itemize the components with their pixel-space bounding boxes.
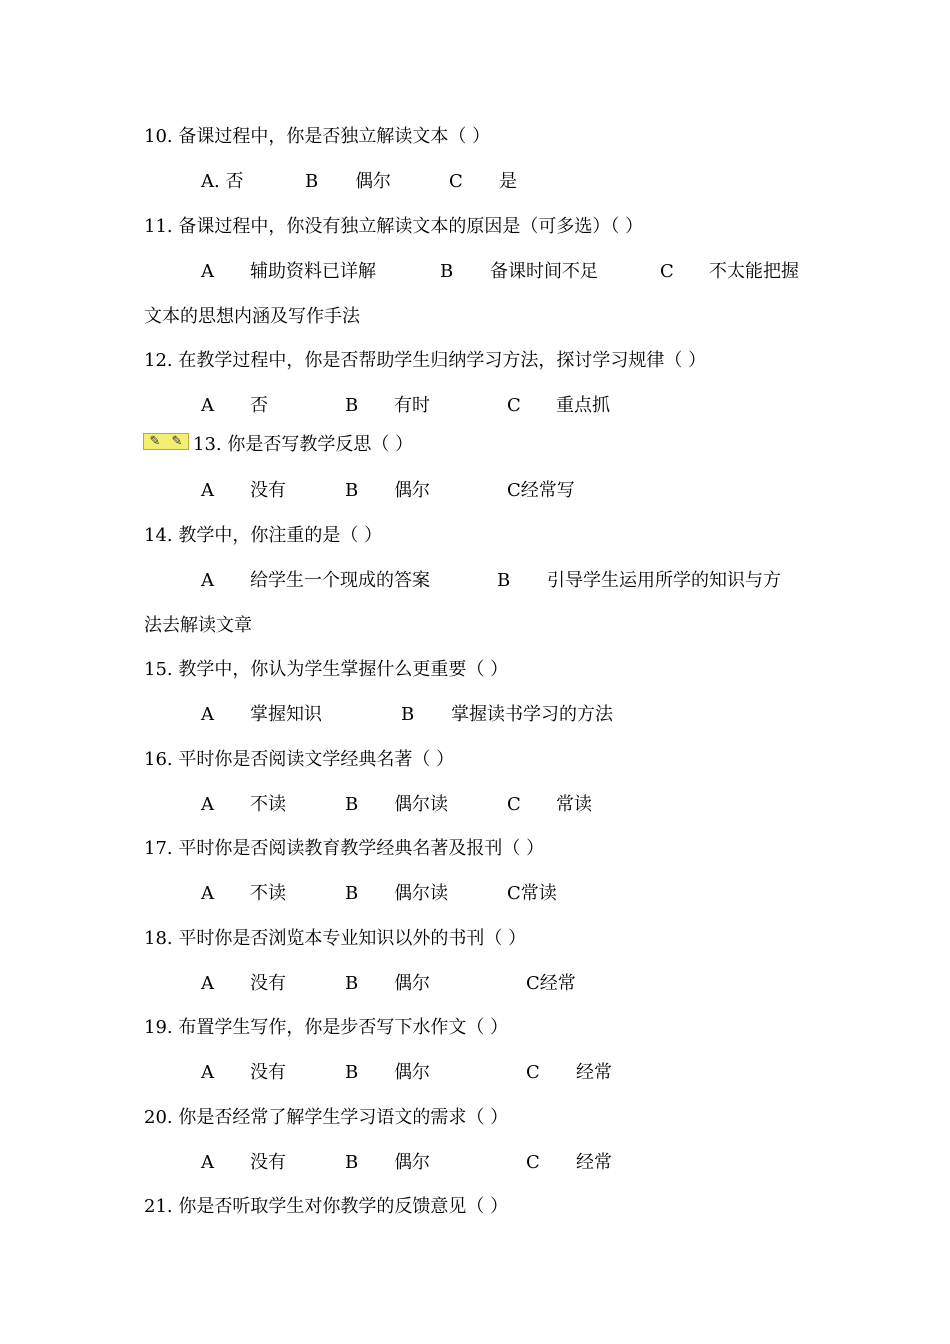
q18-option-b-letter: B xyxy=(345,973,359,994)
q10-option-c: 是 xyxy=(499,171,517,192)
question-11: 11. 备课过程中，你没有独立解读文本的原因是（可多选）（ ） xyxy=(144,216,644,237)
q19-option-c-letter: C xyxy=(526,1062,540,1083)
edit-icon: ✎ xyxy=(171,434,183,449)
q20-option-b: 偶尔 xyxy=(394,1152,430,1173)
q19-option-c: 经常 xyxy=(576,1062,612,1083)
q15-option-a-letter: A xyxy=(201,704,214,725)
q19-option-a: 没有 xyxy=(250,1062,286,1083)
q16-option-c-letter: C xyxy=(507,794,521,815)
q18-option-b: 偶尔 xyxy=(394,973,430,994)
q14-option-a: 给学生一个现成的答案 xyxy=(250,570,430,591)
q13-option-a-letter: A xyxy=(201,480,214,501)
q10-option-b: 偶尔 xyxy=(355,171,391,192)
q13-option-c: C经常写 xyxy=(507,480,575,501)
q17-option-b-letter: B xyxy=(345,883,359,904)
q15-option-b-letter: B xyxy=(401,704,415,725)
q15-option-b: 掌握读书学习的方法 xyxy=(451,704,613,725)
question-12: 12. 在教学过程中，你是否帮助学生归纳学习方法，探讨学习规律（ ） xyxy=(144,350,707,371)
q18-option-a: 没有 xyxy=(250,973,286,994)
q19-option-a-letter: A xyxy=(201,1062,214,1083)
q12-option-b: 有时 xyxy=(394,395,430,416)
question-18: 18. 平时你是否浏览本专业知识以外的书刊（ ） xyxy=(144,928,527,949)
q14-option-b-letter: B xyxy=(497,570,511,591)
question-13: 13. 你是否写教学反思（ ） xyxy=(193,434,414,455)
q14-wrap-line: 法去解读文章 xyxy=(144,615,252,636)
q11-option-c: 不太能把握 xyxy=(709,261,799,282)
question-19: 19. 布置学生写作，你是步否写下水作文（ ） xyxy=(144,1017,509,1038)
question-10: 10. 备课过程中，你是否独立解读文本（ ） xyxy=(144,126,491,147)
q12-option-c: 重点抓 xyxy=(556,395,610,416)
q13-option-b-letter: B xyxy=(345,480,359,501)
q17-option-c: C常读 xyxy=(507,883,557,904)
q14-option-a-letter: A xyxy=(201,570,214,591)
question-14: 14. 教学中，你注重的是（ ） xyxy=(144,525,383,546)
q11-option-b: 备课时间不足 xyxy=(490,261,598,282)
q18-option-c: C经常 xyxy=(526,973,576,994)
q10-option-c-letter: C xyxy=(449,171,463,192)
q11-option-b-letter: B xyxy=(440,261,454,282)
q19-option-b: 偶尔 xyxy=(394,1062,430,1083)
q20-option-c-letter: C xyxy=(526,1152,540,1173)
q12-option-b-letter: B xyxy=(345,395,359,416)
q16-option-a-letter: A xyxy=(201,794,214,815)
q20-option-c: 经常 xyxy=(576,1152,612,1173)
q16-option-a: 不读 xyxy=(250,794,286,815)
q16-option-c: 常读 xyxy=(556,794,592,815)
q10-option-a: A. 否 xyxy=(201,171,244,192)
q20-option-a-letter: A xyxy=(201,1152,214,1173)
q16-option-b: 偶尔读 xyxy=(394,794,448,815)
q19-option-b-letter: B xyxy=(345,1062,359,1083)
q12-option-c-letter: C xyxy=(507,395,521,416)
q13-option-a: 没有 xyxy=(250,480,286,501)
edit-icon: ✎ xyxy=(149,434,161,449)
q11-option-a-letter: A xyxy=(201,261,214,282)
q14-option-b: 引导学生运用所学的知识与方 xyxy=(547,570,781,591)
question-21: 21. 你是否听取学生对你教学的反馈意见（ ） xyxy=(144,1196,509,1217)
q12-option-a: 否 xyxy=(250,395,268,416)
q11-option-c-letter: C xyxy=(660,261,674,282)
q15-option-a: 掌握知识 xyxy=(250,704,322,725)
q10-option-b-letter: B xyxy=(305,171,319,192)
q20-option-b-letter: B xyxy=(345,1152,359,1173)
question-17: 17. 平时你是否阅读教育教学经典名著及报刊（ ） xyxy=(144,838,545,859)
question-20: 20. 你是否经常了解学生学习语文的需求（ ） xyxy=(144,1107,509,1128)
q17-option-a: 不读 xyxy=(250,883,286,904)
q18-option-a-letter: A xyxy=(201,973,214,994)
q11-option-a: 辅助资料已详解 xyxy=(250,261,376,282)
q12-option-a-letter: A xyxy=(201,395,214,416)
q20-option-a: 没有 xyxy=(250,1152,286,1173)
q11-wrap-line: 文本的思想内涵及写作手法 xyxy=(144,306,360,327)
q17-option-a-letter: A xyxy=(201,883,214,904)
question-15: 15. 教学中，你认为学生掌握什么更重要（ ） xyxy=(144,659,509,680)
revision-marker[interactable] xyxy=(143,433,189,450)
question-16: 16. 平时你是否阅读文学经典名著（ ） xyxy=(144,749,455,770)
q17-option-b: 偶尔读 xyxy=(394,883,448,904)
q13-option-b: 偶尔 xyxy=(394,480,430,501)
q16-option-b-letter: B xyxy=(345,794,359,815)
